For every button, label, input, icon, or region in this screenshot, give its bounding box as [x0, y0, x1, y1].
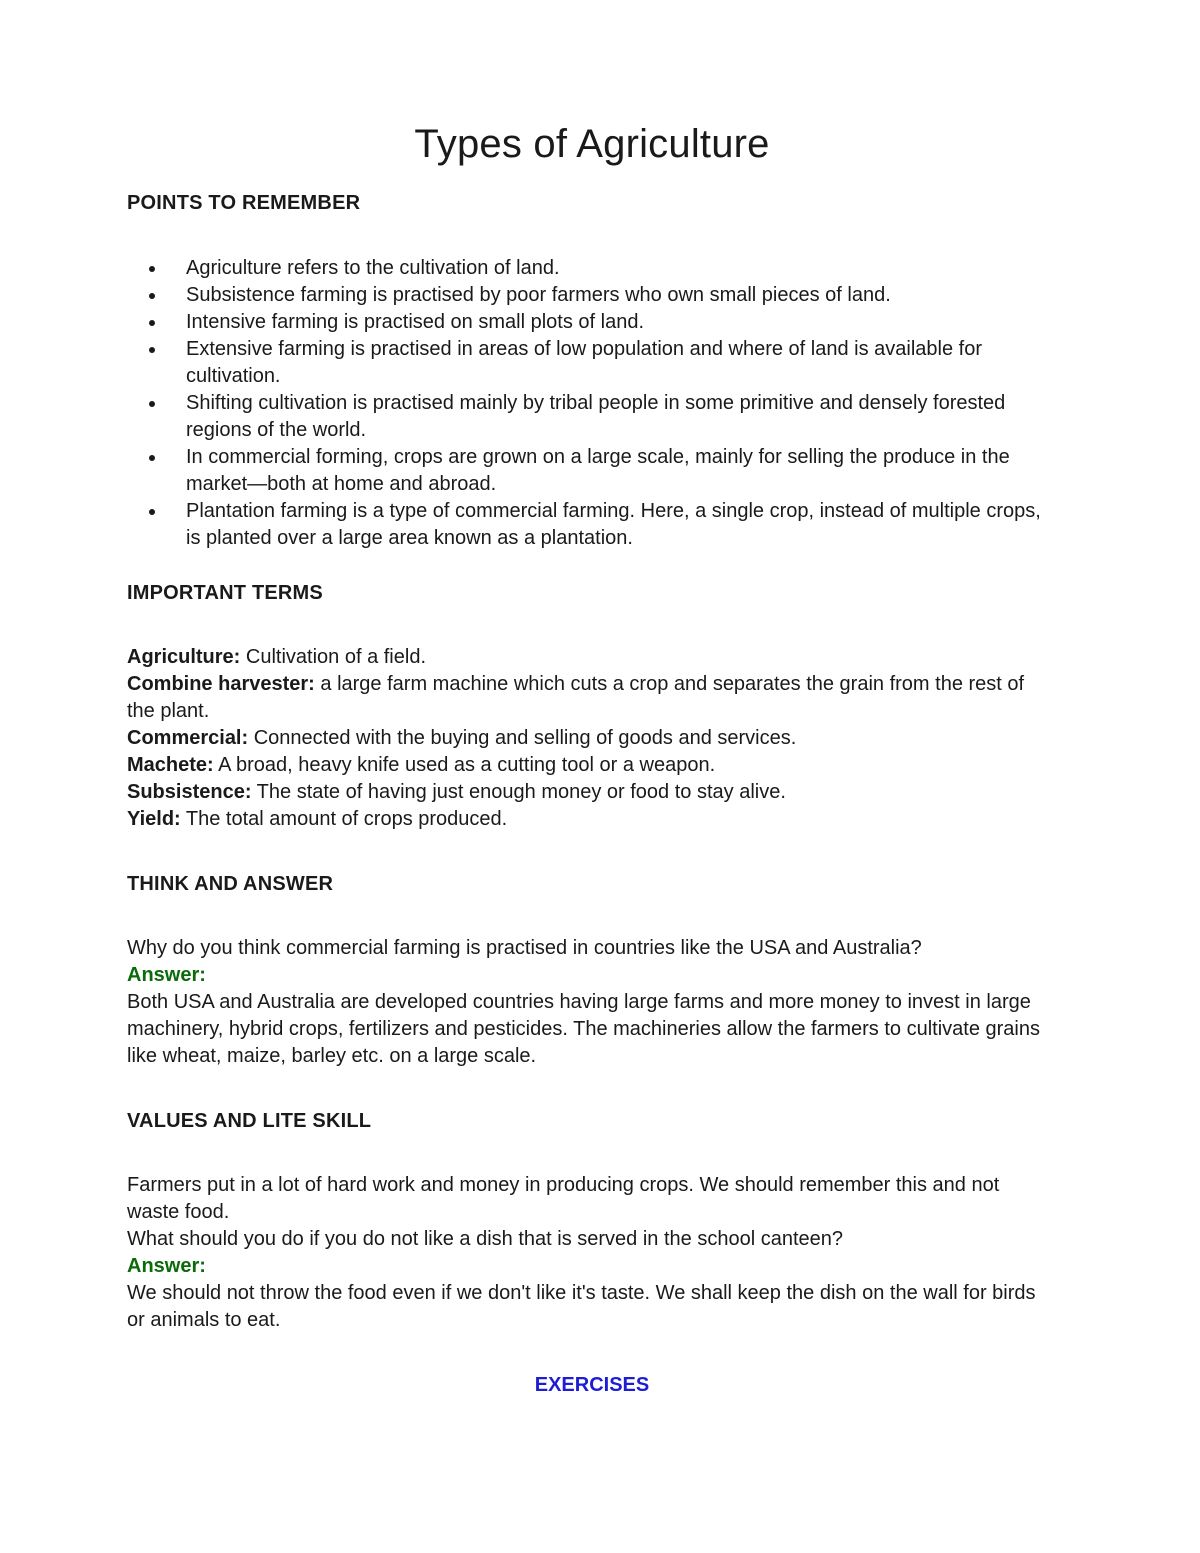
- list-item: Agriculture refers to the cultivation of land.: [127, 255, 1057, 282]
- term-name: Commercial:: [127, 727, 249, 749]
- list-item: Intensive farming is practised on small plots of land.: [127, 309, 1057, 336]
- exercises-heading: EXERCISES: [534, 1374, 650, 1396]
- term-definition: Connected with the buying and selling of goods and services.: [248, 727, 797, 749]
- term-entry: [127, 806, 1057, 833]
- points-to-remember-heading: POINTS TO REMEMBER: [127, 192, 361, 214]
- list-item: Extensive farming is practised in areas of low population and where of land is available for cultivation.: [127, 336, 1057, 390]
- terms-list: [127, 644, 1057, 833]
- term-definition: A broad, heavy knife used as a cutting tool or a weapon.: [213, 754, 716, 776]
- term-definition: The state of having just enough money or food to stay alive.: [251, 781, 786, 803]
- question-text: What should you do if you do not like a dish that is served in the school canteen?: [127, 1228, 843, 1250]
- points-list: [127, 255, 1057, 552]
- term-name: Yield:: [127, 808, 181, 830]
- think-and-answer-block: [127, 935, 1057, 1070]
- term-name: Subsistence:: [127, 781, 252, 803]
- term-entry: [127, 644, 1057, 671]
- list-item: Subsistence farming is practised by poor farmers who own small pieces of land.: [127, 282, 1057, 309]
- list-item: Plantation farming is a type of commercial farming. Here, a single crop, instead of multiple crops, is planted over a large area known as a plantation.: [127, 498, 1057, 552]
- document-page: [127, 118, 1057, 1399]
- statement-text: Farmers put in a lot of hard work and money in producing crops. We should remember this and not waste food.: [127, 1174, 1000, 1223]
- answer-label: Answer:: [127, 964, 206, 986]
- answer-text: We should not throw the food even if we don't like it's taste. We shall keep the dish on the wall for birds or animals to eat.: [127, 1282, 1036, 1331]
- answer-text: Both USA and Australia are developed countries having large farms and more money to invest in large machinery, hybrid crops, fertilizers and pesticides. The machineries allow the farmers to cultivate grains like wheat, maize, barley etc. on a large scale.: [127, 991, 1040, 1067]
- answer-label: Answer:: [127, 1255, 206, 1277]
- term-entry: [127, 725, 1057, 752]
- term-definition: Cultivation of a field.: [240, 646, 426, 668]
- term-entry: [127, 671, 1057, 725]
- values-and-life-skill-heading: VALUES AND LITE SKILL: [127, 1110, 372, 1132]
- list-item: Shifting cultivation is practised mainly by tribal people in some primitive and densely forested regions of the world.: [127, 390, 1057, 444]
- term-definition: a large farm machine which cuts a crop and separates the grain from the rest of the plant.: [127, 673, 1025, 722]
- question-text: Why do you think commercial farming is practised in countries like the USA and Australia?: [127, 937, 922, 959]
- think-and-answer-heading: THINK AND ANSWER: [127, 873, 334, 895]
- term-definition: The total amount of crops produced.: [180, 808, 508, 830]
- term-name: Agriculture:: [127, 646, 241, 668]
- important-terms-heading: IMPORTANT TERMS: [127, 582, 323, 604]
- term-name: Combine harvester:: [127, 673, 315, 695]
- term-name: Machete:: [127, 754, 214, 776]
- document-title: Types of Agriculture: [414, 122, 770, 166]
- term-entry: [127, 752, 1057, 779]
- list-item: In commercial forming, crops are grown on a large scale, mainly for selling the produce in the market—both at home and abroad.: [127, 444, 1057, 498]
- values-block: [127, 1172, 1057, 1334]
- term-entry: [127, 779, 1057, 806]
